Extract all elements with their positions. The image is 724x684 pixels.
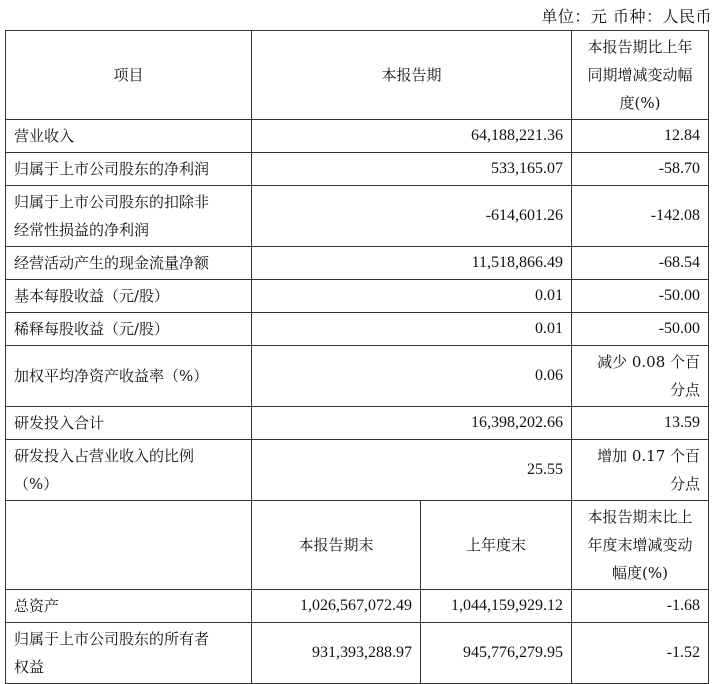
- currency-unit-note: 单位：元 币种：人民币: [541, 7, 712, 26]
- row-label: 归属于上市公司股东的所有者 权益: [6, 623, 252, 684]
- row-change: 减少 0.08 个百 分点: [572, 346, 709, 407]
- row-change: -142.08: [572, 186, 709, 247]
- row-change: 12.84: [572, 120, 709, 153]
- table-header-row: [6, 501, 709, 590]
- row-label: 经营活动产生的现金流量净额: [6, 247, 252, 280]
- row-value: -614,601.26: [252, 186, 572, 247]
- row-label: 基本每股收益（元/股）: [6, 280, 252, 313]
- table-row: [6, 247, 709, 280]
- row-value: 0.06: [252, 346, 572, 407]
- row-label: 研发投入合计: [6, 407, 252, 440]
- row-change: -1.68: [572, 590, 709, 623]
- row-label: 归属于上市公司股东的净利润: [6, 153, 252, 186]
- row-label: 加权平均净资产收益率（%）: [6, 346, 252, 407]
- row-change: -68.54: [572, 247, 709, 280]
- row-prev-year-end: 945,776,279.95: [421, 623, 572, 684]
- row-period-end: 1,026,567,072.49: [252, 590, 421, 623]
- row-value: 25.55: [252, 440, 572, 501]
- row-change: -50.00: [572, 280, 709, 313]
- table-header-row: [6, 31, 709, 120]
- row-period-end: 931,393,288.97: [252, 623, 421, 684]
- header-current-period: 本报告期: [252, 31, 572, 120]
- table-row: [6, 186, 709, 247]
- table-row: [6, 440, 709, 501]
- financial-indicators-table: [5, 30, 709, 684]
- row-label: 研发投入占营业收入的比例 （%）: [6, 440, 252, 501]
- row-value: 533,165.07: [252, 153, 572, 186]
- row-value: 0.01: [252, 313, 572, 346]
- table-row: [6, 407, 709, 440]
- row-label: 稀释每股收益（元/股）: [6, 313, 252, 346]
- header-empty-cell: [6, 501, 252, 590]
- table-row: [6, 153, 709, 186]
- row-change: -50.00: [572, 313, 709, 346]
- row-change: 13.59: [572, 407, 709, 440]
- table-row: [6, 313, 709, 346]
- row-prev-year-end: 1,044,159,929.12: [421, 590, 572, 623]
- row-value: 16,398,202.66: [252, 407, 572, 440]
- row-label: 归属于上市公司股东的扣除非 经常性损益的净利润: [6, 186, 252, 247]
- row-change: -1.52: [572, 623, 709, 684]
- table-row: [6, 346, 709, 407]
- row-label: 营业收入: [6, 120, 252, 153]
- table-row: [6, 280, 709, 313]
- table-row: [6, 623, 709, 684]
- header-period-end: 本报告期末: [252, 501, 421, 590]
- header-prev-year-end: 上年度末: [421, 501, 572, 590]
- row-value: 11,518,866.49: [252, 247, 572, 280]
- row-label: 总资产: [6, 590, 252, 623]
- row-change: -58.70: [572, 153, 709, 186]
- row-value: 64,188,221.36: [252, 120, 572, 153]
- header-change-pct-end: 本报告期末比上 年度末增减变动 幅度(%): [572, 501, 709, 590]
- table-row: [6, 590, 709, 623]
- row-value: 0.01: [252, 280, 572, 313]
- header-item: 项目: [6, 31, 252, 120]
- row-change: 增加 0.17 个百 分点: [572, 440, 709, 501]
- table-row: [6, 120, 709, 153]
- header-change-pct: 本报告期比上年 同期增减变动幅 度(%): [572, 31, 709, 120]
